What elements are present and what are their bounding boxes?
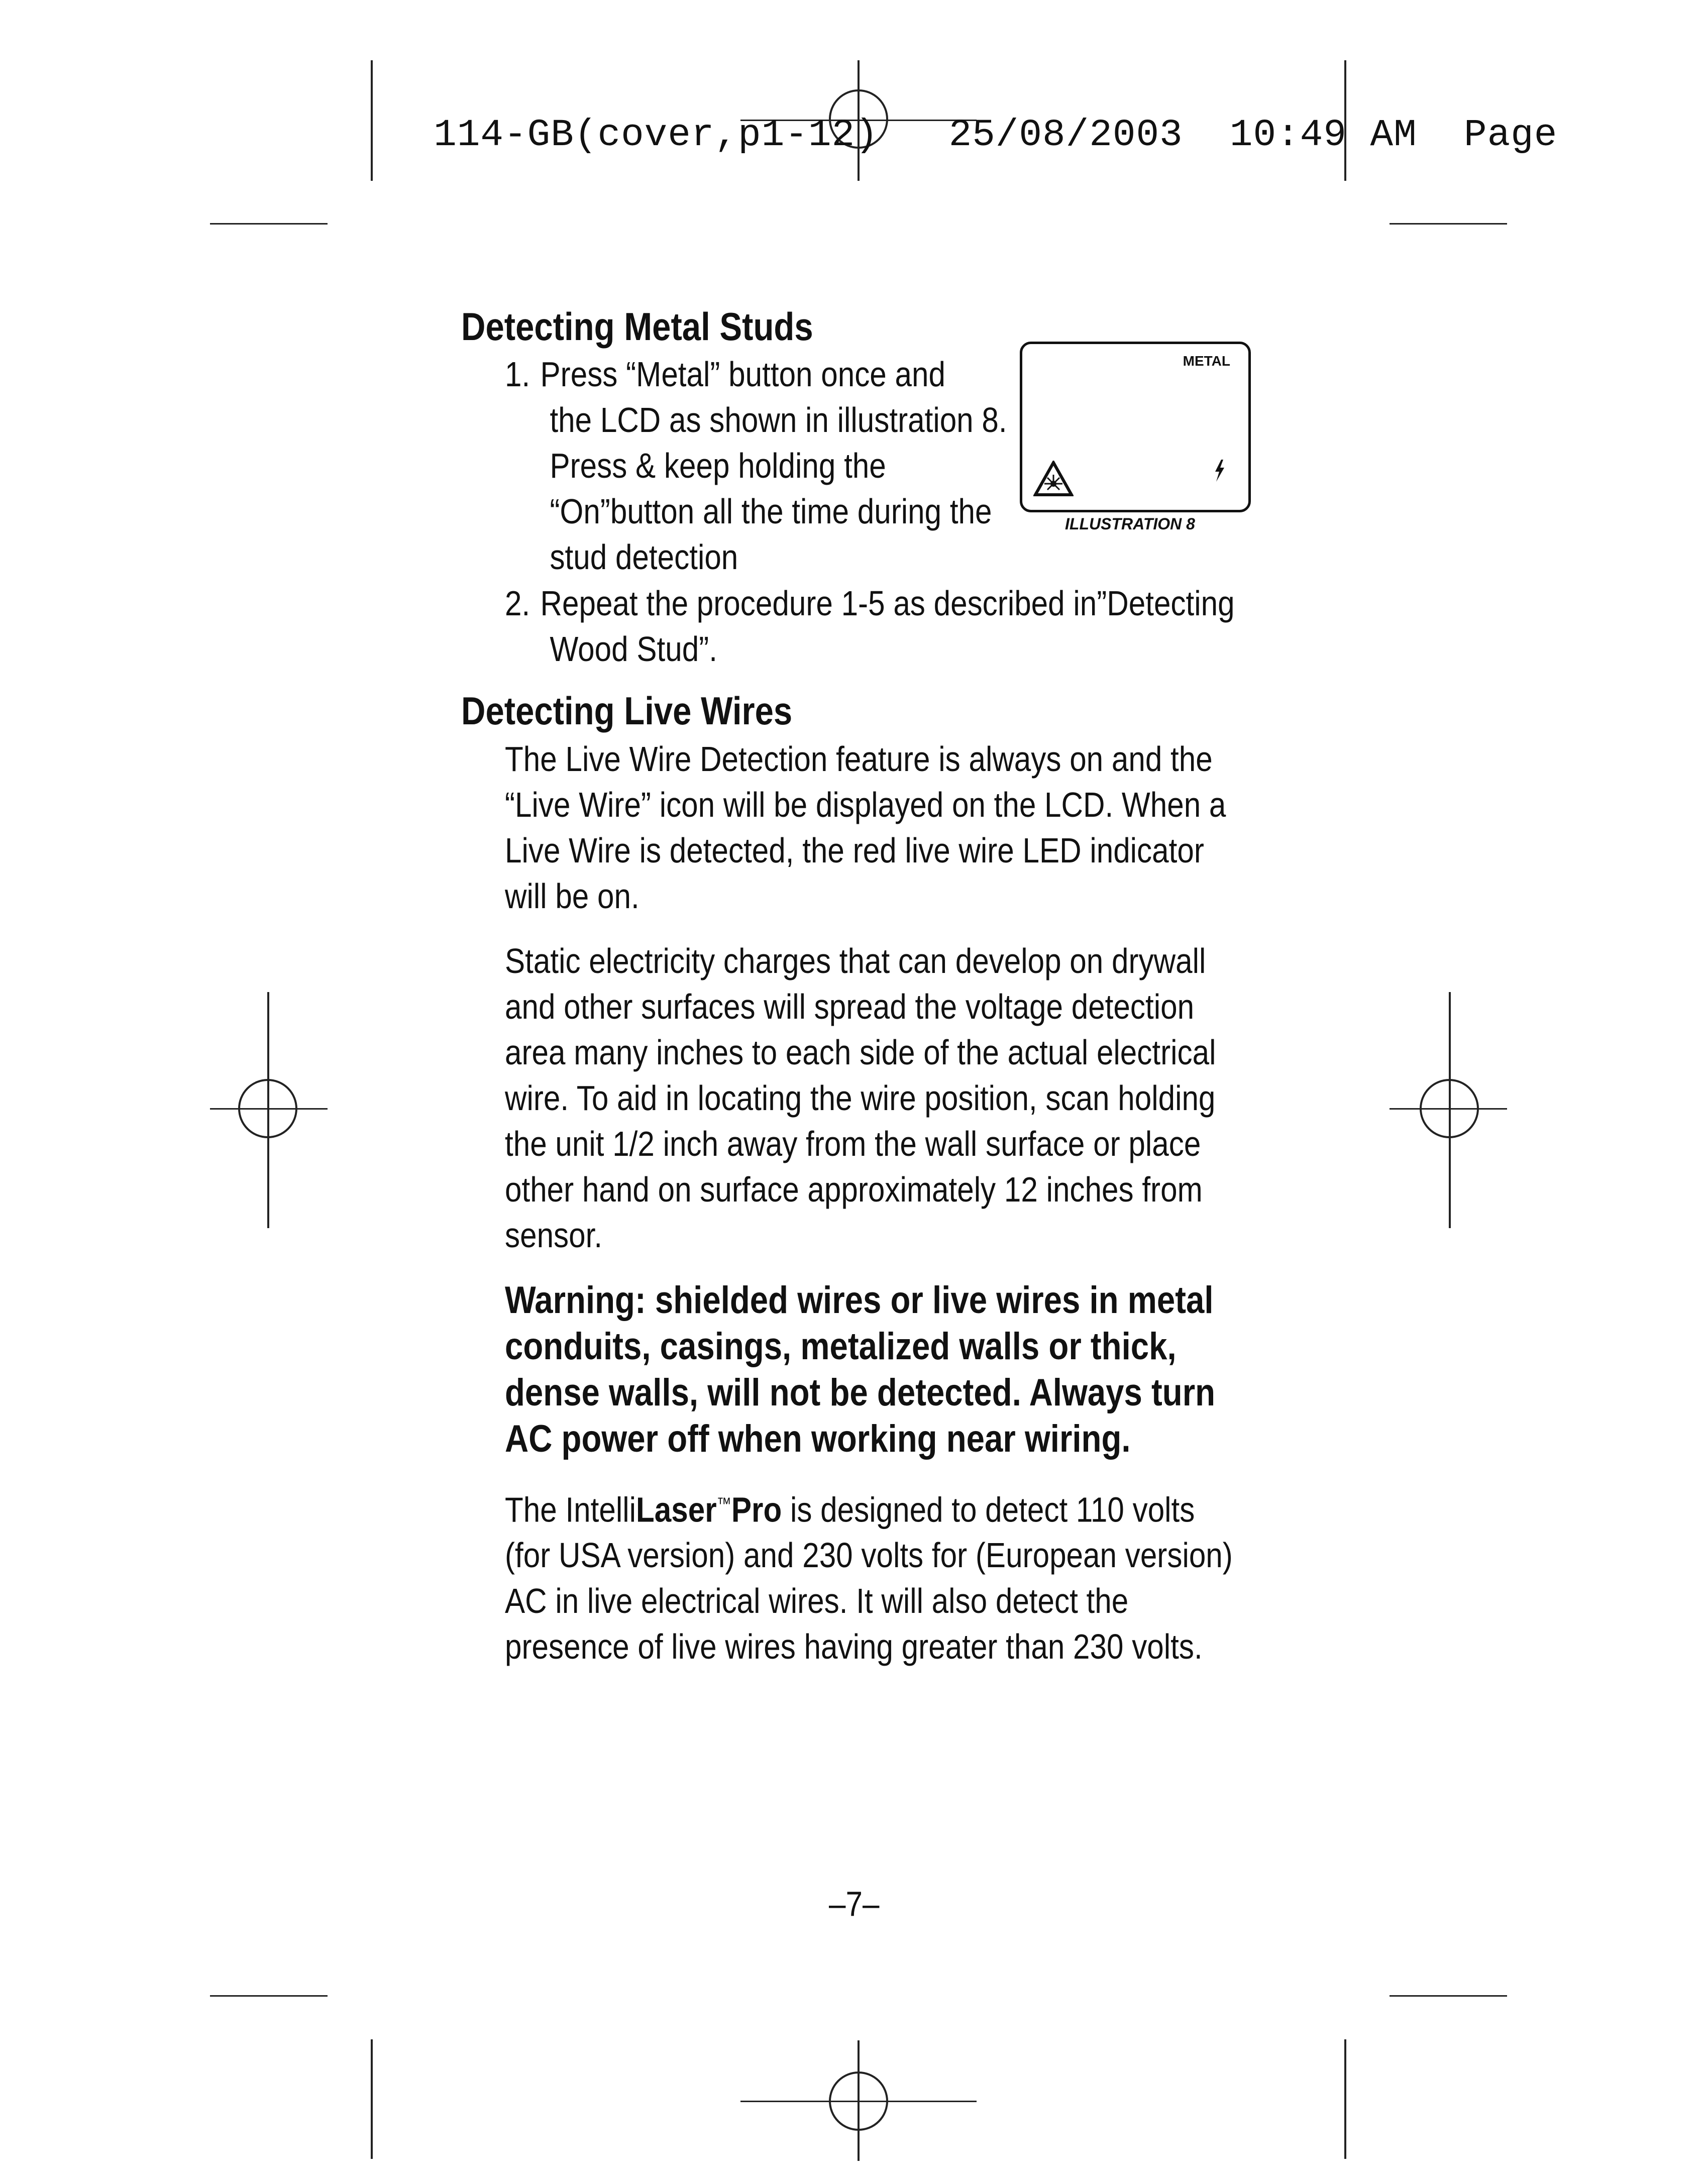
list-item-1-line-5: stud detection <box>550 537 738 577</box>
slug-time: 10:49 AM <box>1229 114 1417 157</box>
slug-page-word: Page <box>1463 114 1558 157</box>
crop-mark-top-left-vertical <box>371 60 373 181</box>
crop-mark-bottom-left-horizontal <box>210 1995 328 1997</box>
list-item-1-line-3: Press & keep holding the <box>550 446 886 485</box>
crop-mark-bottom-left-vertical <box>371 2039 373 2159</box>
crop-mark-top-right-horizontal <box>1390 223 1507 225</box>
registration-mark-left-circle <box>238 1079 297 1138</box>
registration-mark-bottom-circle <box>829 2072 888 2131</box>
registration-mark-right-circle <box>1420 1079 1479 1138</box>
lightning-icon <box>1212 459 1226 483</box>
slug-date: 25/08/2003 <box>948 114 1183 157</box>
lcd-illustration <box>1020 342 1251 512</box>
heading-metal-studs: Detecting Metal Studs <box>461 304 813 349</box>
list-item-1-line-1: Press “Metal” button once and <box>540 355 945 394</box>
crop-mark-top-left-horizontal <box>210 223 328 225</box>
paragraph-live-wire-feature: The Live Wire Detection feature is always on and the “Live Wire” icon will be displayed on the LCD. When a Live Wire is detected, the red live wire LED indicator will be on. <box>505 739 1226 916</box>
printer-slug <box>387 70 1557 157</box>
paragraph-static-electricity: Static electricity charges that can develop on drywall and other surfaces will spread the voltage detection area many inches to each side of the actual electrical wire. To aid in locating the wire position, scan holding the unit 1/2 inch away from the wall surface or place other hand on surface approximately 12 inches from sensor. <box>505 941 1216 1255</box>
crop-mark-bottom-right-vertical <box>1344 2039 1346 2159</box>
list-item-2 <box>505 581 1235 672</box>
lcd-metal-label: METAL <box>1183 353 1230 369</box>
brand-pro: Pro <box>731 1490 782 1530</box>
page-number: –7– <box>829 1884 880 1923</box>
list-item-1-line-4: “On”button all the time during the <box>550 492 992 531</box>
trademark-mark: ™ <box>716 1494 731 1513</box>
heading-live-wires: Detecting Live Wires <box>461 689 793 733</box>
intellilaser-description: is designed to detect 110 volts (for USA version) and 230 volts for (European version) AC in live electrical wires. It will also detect the presence of live wires having greater than 230 volts. <box>505 1490 1233 1667</box>
list-number-2: 2. <box>505 584 530 623</box>
paragraph-warning: Warning: shielded wires or live wires in metal conduits, casings, metalized walls or thick, dense walls, will not be detected. Always turn AC power off when working near wiring. <box>505 1279 1216 1460</box>
live-wires-body <box>505 736 1248 1670</box>
paragraph-intellilaser <box>505 1481 1248 1670</box>
brand-laser: Laser <box>635 1490 717 1530</box>
list-item-1 <box>505 352 1007 580</box>
slug-file: 114-GB(cover,p1-12) <box>434 114 879 157</box>
crop-mark-bottom-right-horizontal <box>1390 1995 1507 1997</box>
brand-prefix: The Intelli <box>505 1490 636 1530</box>
laser-warning-icon <box>1033 461 1074 497</box>
list-item-1-line-2: the LCD as shown in illustration 8. <box>550 400 1007 440</box>
list-number-1: 1. <box>505 355 530 394</box>
list-item-2-line-1: Repeat the procedure 1-5 as described in”Detecting <box>540 584 1235 623</box>
list-item-2-line-2: Wood Stud”. <box>550 629 717 669</box>
illustration-caption: ILLUSTRATION 8 <box>1065 515 1195 533</box>
